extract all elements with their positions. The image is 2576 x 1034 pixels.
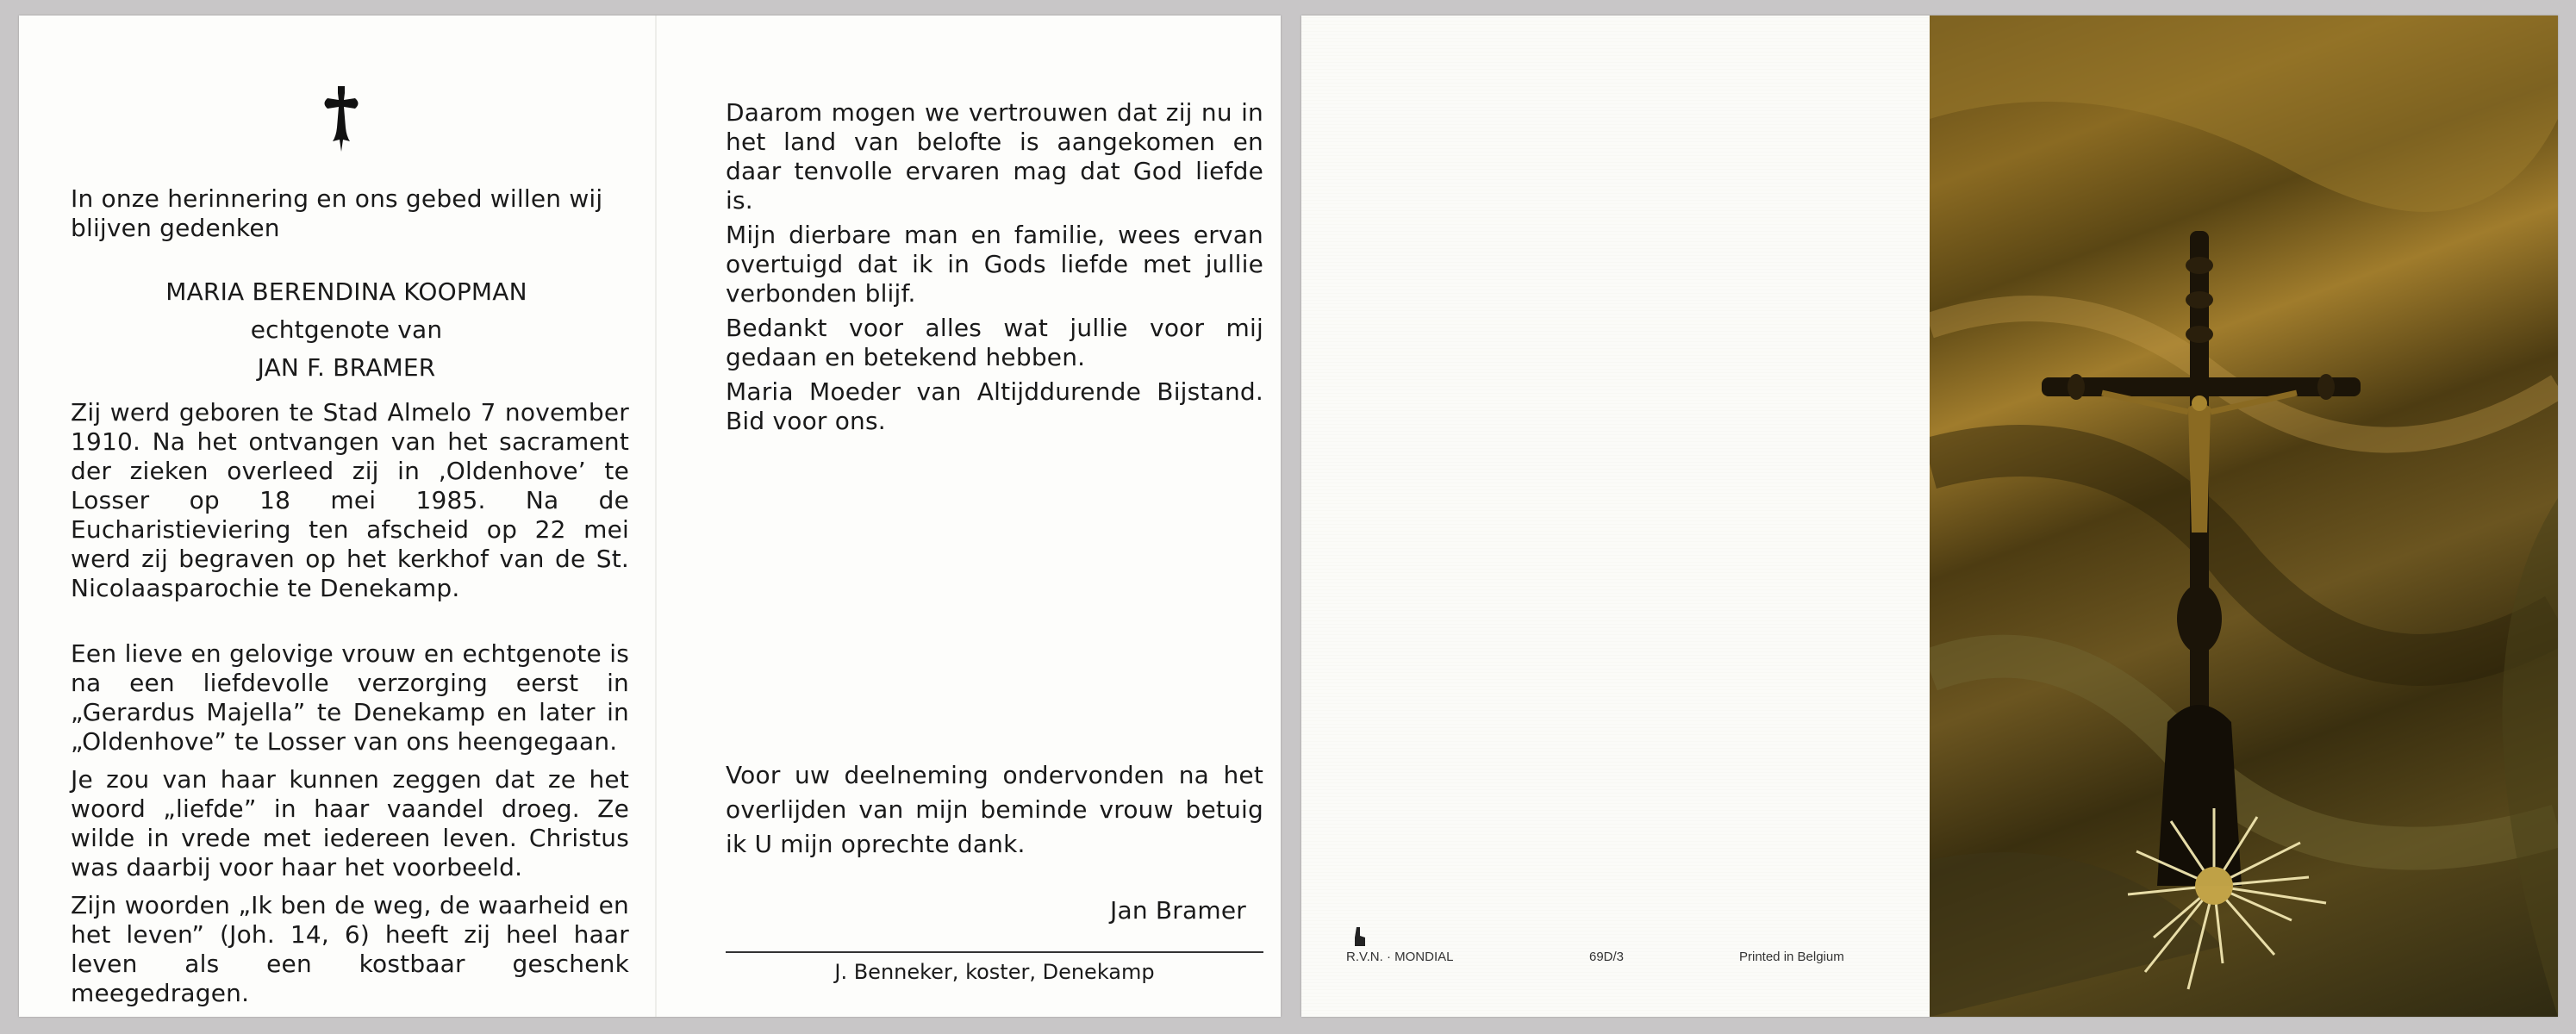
relation-text: echtgenote van [250,315,443,344]
prayer-paragraph: Daarom mogen we vertrouwen dat zij nu in het land van belofte is aangekomen en daar tenvolle ervaren mag dat God liefde is. [726,98,1263,215]
prayer-paragraph: Maria Moeder van Altijddurende Bijstand. Bid voor ons. [726,377,1263,435]
deceased-block [71,277,622,391]
back-panel [1301,16,1929,1017]
bio-paragraph: Zijn woorden „Ik ben de weg, de waarheid en het leven” (Joh. 14, 6) heeft zij heel haar leven als een kostbaar geschenk meegedragen. [71,891,629,1007]
cross-icon [321,84,362,153]
prayer-paragraph: Mijn dierbare man en familie, wees ervan overtuigd dat ik in Gods liefde met jullie verbonden blijf. [726,221,1263,308]
bio-paragraph: Zij werd geboren te Stad Almelo 7 november 1910. Na het ontvangen van het sacrament der zieken overleed zij in ‚Oldenhove’ te Losser op 18 mei 1985. Na de Eucharistieviering ten afscheid op 22 mei werd zij begraven op het kerkhof van de St. Nicolaasparochie te Denekamp. [71,398,629,602]
divider [726,951,1263,953]
signature: Jan Bramer [1110,896,1246,925]
left-panel [19,16,655,1017]
right-panel [657,16,1281,1017]
bio-paragraph: Je zou van haar kunnen zeggen dat ze het woord „liefde” in haar vaandel droeg. Ze wilde in vrede met iedereen leven. Christus was daarbij voor haar het voorbeeld. [71,765,629,881]
deceased-name: MARIA BERENDINA KOOPMAN [165,277,527,306]
imprint-country: Printed in Belgium [1739,950,1844,964]
bio-paragraph: Een lieve en gelovige vrouw en echtgenote is na een liefdevolle verzorging eerst in „Gerardus Majella” te Denekamp en later in „Oldenhove” te Losser van ons heengegaan. [71,639,629,756]
publisher-logo-icon [1353,925,1369,948]
prayer-card-outside [1301,16,2558,1017]
intro-text: In onze herinnering en ons gebed willen wij blijven gedenken [71,184,603,242]
biography [71,398,629,1017]
prayer-card-inside [19,16,1281,1017]
crucifix-icon [2042,231,2361,886]
spouse-name: JAN F. BRAMER [257,353,436,382]
prayer-paragraph: Bedankt voor alles wat jullie voor mij gedaan en betekend hebben. [726,314,1263,371]
thanks-text: Voor uw deelneming ondervonden na het overlijden van mijn beminde vrouw betuig ik U mijn oprechte dank. [726,761,1263,858]
crucifix-photo [1930,16,2558,1017]
prayer-text [726,98,1263,441]
imprint-code: 69D/3 [1589,950,1625,964]
printer-credit: J. Benneker, koster, Denekamp [834,960,1155,984]
imprint-publisher: R.V.N. · MONDIAL [1346,950,1454,964]
